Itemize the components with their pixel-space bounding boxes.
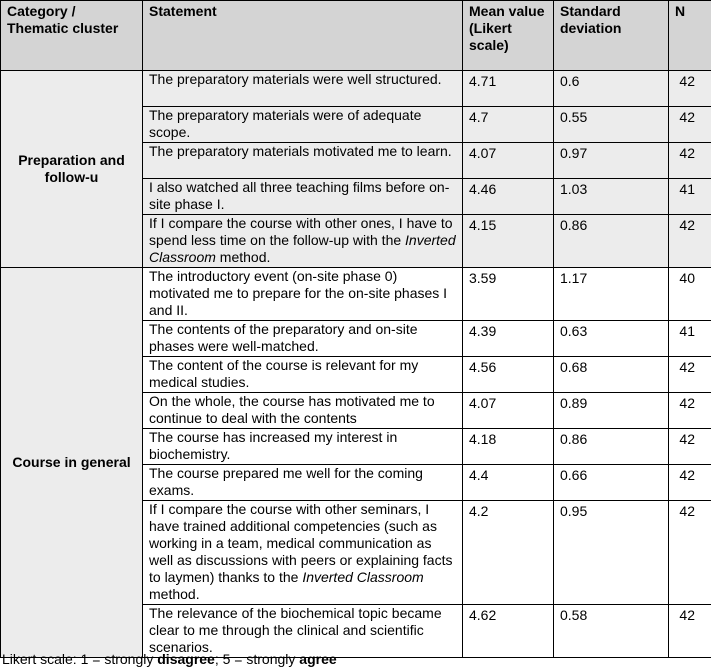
- statement-text: method.: [215, 249, 271, 265]
- mean-cell: 4.07: [463, 143, 554, 179]
- sd-cell: 0.97: [554, 143, 669, 179]
- sd-cell: 0.95: [554, 501, 669, 605]
- sd-cell: 0.68: [554, 357, 669, 393]
- mean-cell: 4.7: [463, 107, 554, 143]
- sd-cell: 0.89: [554, 393, 669, 429]
- sd-cell: 0.58: [554, 605, 669, 658]
- n-cell: 42: [669, 501, 711, 605]
- statement-method-name: Inverted Classroom: [302, 569, 424, 585]
- footnote-middle: ; 5 = strongly: [214, 651, 300, 667]
- header-n: N: [669, 1, 711, 71]
- sd-cell: 0.66: [554, 465, 669, 501]
- sd-cell: 1.17: [554, 268, 669, 321]
- mean-cell: 4.46: [463, 179, 554, 215]
- statement-text: If I compare the course with other ones, I have to spend less time on the follow-up with the: [149, 215, 453, 248]
- mean-cell: 4.56: [463, 357, 554, 393]
- statement-text: method.: [149, 586, 200, 602]
- n-cell: 42: [669, 143, 711, 179]
- footnote-high-anchor: agree: [299, 651, 337, 667]
- statement-cell: The course prepared me well for the coming exams.: [143, 465, 463, 501]
- statement-cell: The content of the course is relevant for my medical studies.: [143, 357, 463, 393]
- mean-cell: 4.07: [463, 393, 554, 429]
- statement-cell: The relevance of the biochemical topic became clear to me through the clinical and scientific scenarios.: [143, 605, 463, 658]
- mean-cell: 3.59: [463, 268, 554, 321]
- statement-cell: The preparatory materials were well structured.: [143, 71, 463, 107]
- n-cell: 41: [669, 179, 711, 215]
- sd-cell: 0.55: [554, 107, 669, 143]
- mean-cell: 4.15: [463, 215, 554, 268]
- statement-text: If I compare the course with other seminars, I have trained additional competencies (such as working in a team, medical communication as well as discussions with peers or explaining facts to laymen) thanks to the: [149, 501, 453, 585]
- category-cell-preparation: Preparation and follow-u: [1, 71, 143, 268]
- mean-cell: 4.39: [463, 321, 554, 357]
- sd-cell: 0.6: [554, 71, 669, 107]
- statement-method-name: Inverted Classroom: [149, 232, 456, 265]
- n-cell: 42: [669, 107, 711, 143]
- n-cell: 40: [669, 268, 711, 321]
- mean-cell: 4.2: [463, 501, 554, 605]
- statement-cell: The preparatory materials motivated me to learn.: [143, 143, 463, 179]
- n-cell: 42: [669, 215, 711, 268]
- table-header-row: [1, 1, 711, 71]
- statement-cell: The contents of the preparatory and on-site phases were well-matched.: [143, 321, 463, 357]
- statement-cell: The introductory event (on-site phase 0) motivated me to prepare for the on-site phases I and II.: [143, 268, 463, 321]
- n-cell: 42: [669, 465, 711, 501]
- mean-cell: 4.62: [463, 605, 554, 658]
- statement-cell: [143, 215, 463, 268]
- header-standard-deviation: Standard deviation: [554, 1, 669, 71]
- footnote-prefix: Likert scale: 1 = strongly: [2, 651, 158, 667]
- sd-cell: 0.86: [554, 429, 669, 465]
- statement-cell: On the whole, the course has motivated me to continue to deal with the contents: [143, 393, 463, 429]
- mean-cell: 4.4: [463, 465, 554, 501]
- n-cell: 42: [669, 71, 711, 107]
- category-cell-course-in-general: Course in general: [1, 268, 143, 658]
- table-row: [1, 268, 711, 321]
- sd-cell: 0.63: [554, 321, 669, 357]
- statement-cell: The preparatory materials were of adequate scope.: [143, 107, 463, 143]
- statement-cell: [143, 501, 463, 605]
- n-cell: 42: [669, 393, 711, 429]
- header-mean: Mean value (Likert scale): [463, 1, 554, 71]
- n-cell: 42: [669, 357, 711, 393]
- footnote-low-anchor: disagree: [157, 651, 215, 667]
- n-cell: 42: [669, 605, 711, 658]
- mean-cell: 4.71: [463, 71, 554, 107]
- statement-cell: The course has increased my interest in biochemistry.: [143, 429, 463, 465]
- statement-cell: I also watched all three teaching films before on-site phase I.: [143, 179, 463, 215]
- likert-scale-footnote: [2, 651, 337, 668]
- table-row: [1, 71, 711, 107]
- n-cell: 41: [669, 321, 711, 357]
- sd-cell: 0.86: [554, 215, 669, 268]
- mean-cell: 4.18: [463, 429, 554, 465]
- sd-cell: 1.03: [554, 179, 669, 215]
- header-statement: Statement: [143, 1, 463, 71]
- header-category: Category / Thematic cluster: [1, 1, 143, 71]
- n-cell: 42: [669, 429, 711, 465]
